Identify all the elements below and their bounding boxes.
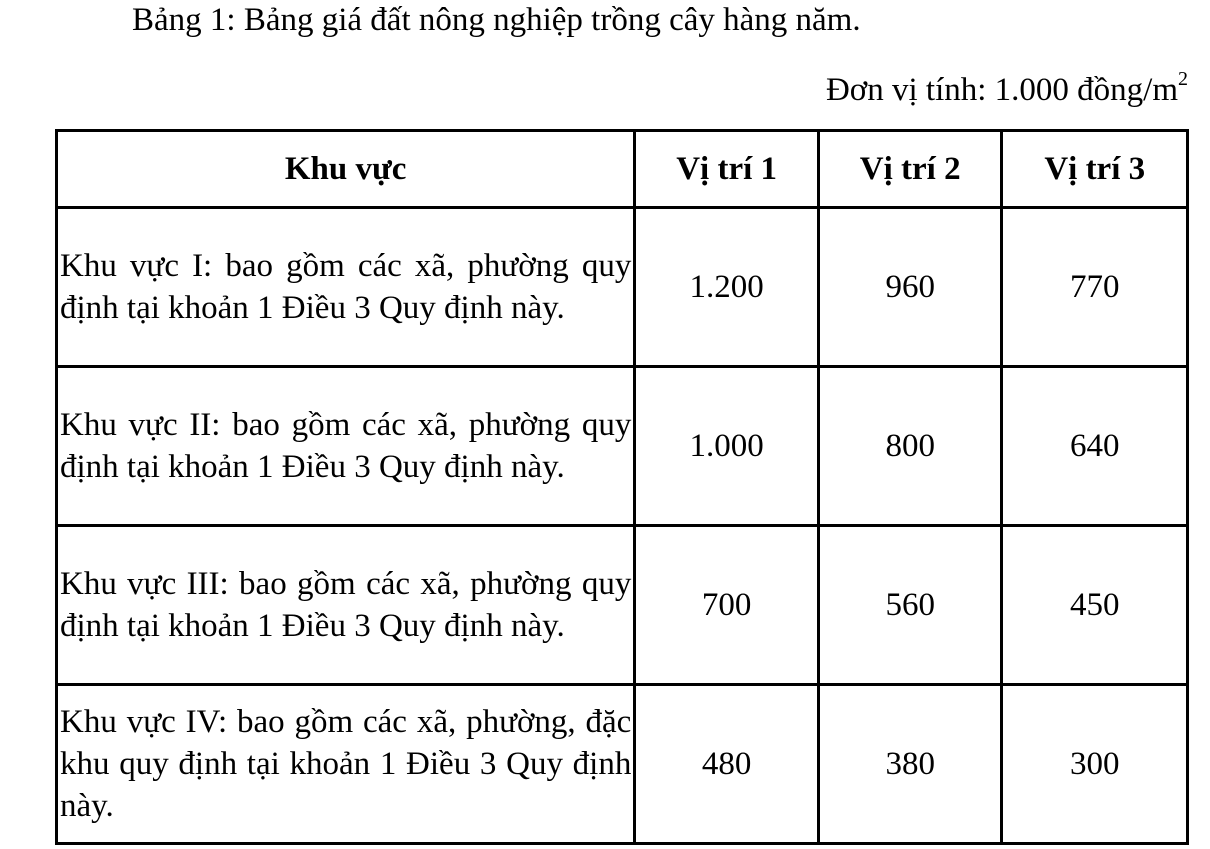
price-cell: 700 <box>635 526 819 685</box>
price-table <box>55 129 1189 845</box>
price-cell: 380 <box>818 685 1002 844</box>
header-area: Khu vực <box>57 131 635 208</box>
table-row <box>57 685 1188 844</box>
header-position-2: Vị trí 2 <box>818 131 1002 208</box>
price-cell: 640 <box>1002 367 1188 526</box>
area-cell: Khu vực IV: bao gồm các xã, phường, đặc khu quy định tại khoản 1 Điều 3 Quy định này. <box>57 685 635 844</box>
unit-label <box>825 68 1188 109</box>
price-cell: 960 <box>818 208 1002 367</box>
header-position-1: Vị trí 1 <box>635 131 819 208</box>
area-cell: Khu vực I: bao gồm các xã, phường quy định tại khoản 1 Điều 3 Quy định này. <box>57 208 635 367</box>
price-cell: 800 <box>818 367 1002 526</box>
header-position-3: Vị trí 3 <box>1002 131 1188 208</box>
price-cell: 450 <box>1002 526 1188 685</box>
price-cell: 560 <box>818 526 1002 685</box>
area-cell: Khu vực II: bao gồm các xã, phường quy định tại khoản 1 Điều 3 Quy định này. <box>57 367 635 526</box>
table-row <box>57 526 1188 685</box>
price-cell: 1.200 <box>635 208 819 367</box>
table-caption: Bảng 1: Bảng giá đất nông nghiệp trồng cây hàng năm. <box>132 2 861 38</box>
table-row <box>57 208 1188 367</box>
table-header-row <box>57 131 1188 208</box>
area-cell: Khu vực III: bao gồm các xã, phường quy định tại khoản 1 Điều 3 Quy định này. <box>57 526 635 685</box>
unit-superscript: 2 <box>1178 68 1188 90</box>
price-cell: 1.000 <box>635 367 819 526</box>
price-cell: 770 <box>1002 208 1188 367</box>
price-cell: 480 <box>635 685 819 844</box>
unit-text: Đơn vị tính: 1.000 đồng/m <box>825 72 1178 108</box>
price-cell: 300 <box>1002 685 1188 844</box>
table-row <box>57 367 1188 526</box>
